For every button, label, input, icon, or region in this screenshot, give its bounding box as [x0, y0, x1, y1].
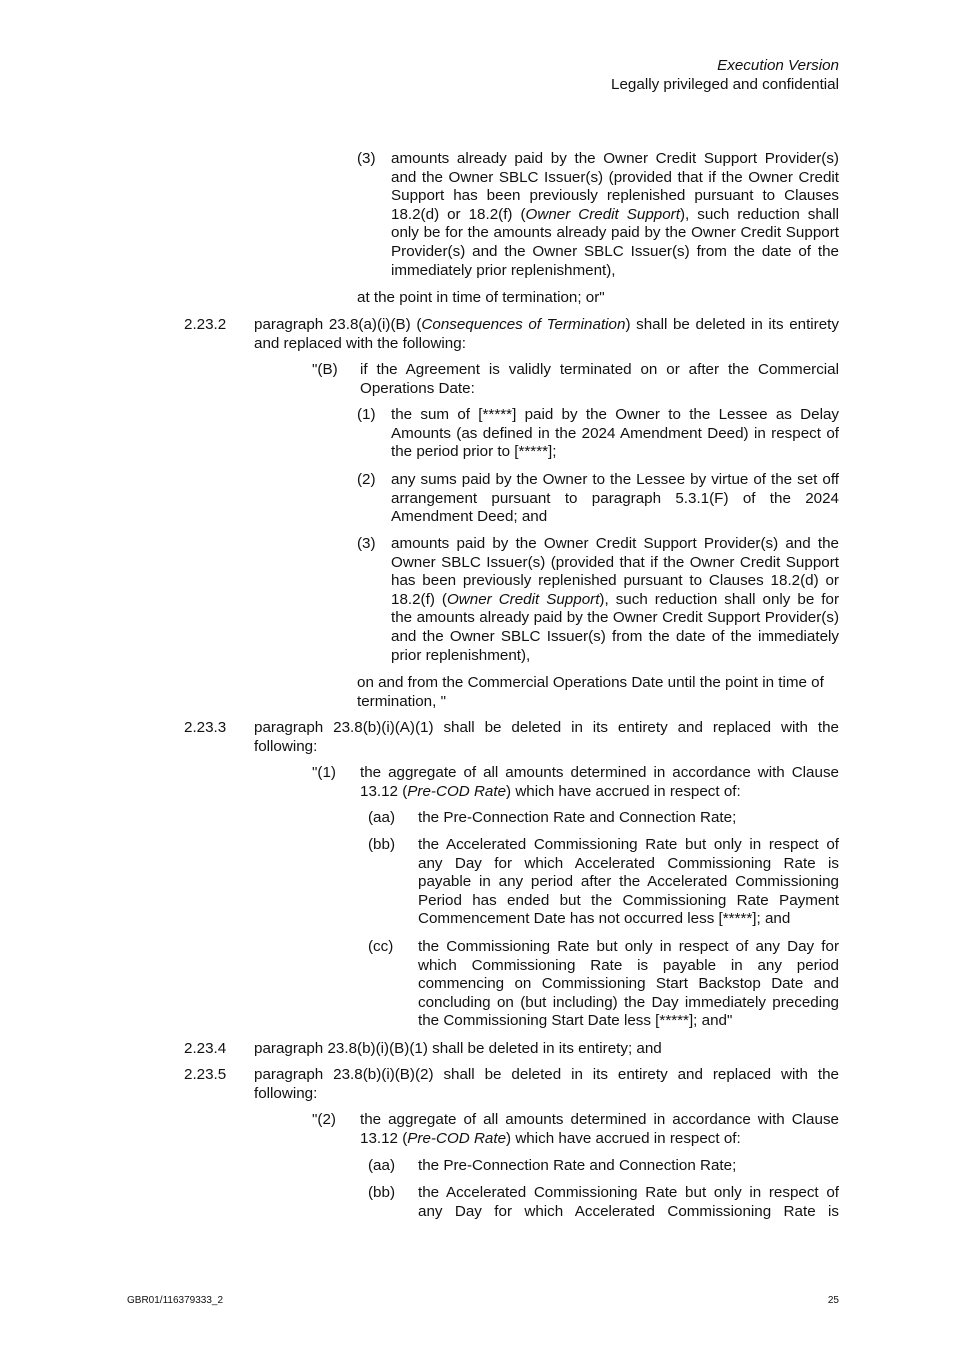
clause-number: (3): [357, 150, 376, 167]
defined-term-italic: Pre-COD Rate: [407, 782, 507, 800]
sub-clause-1-delay-amounts: [357, 406, 839, 462]
sub-clause-3-owner-credit: [357, 150, 839, 280]
text-run: amounts paid by the Owner Credit Support Provider(s) and the Owner SBLC Issuer(s) (provided that if the Owner Credit Support has been previously replenished pursuant to Clauses 18.2(d) or 18.2(f) (: [391, 535, 839, 608]
text-run: the Commissioning Rate but only in respect of any Day for which Commissioning Rate is payable in any period commencing on Commissioning Start Backstop Date and concluding on (but including) the Day immediately preceding the Commissioning Start Date less [*****]; and": [418, 938, 839, 1030]
clause-text: [357, 674, 839, 711]
clause-text: [360, 764, 839, 801]
clause-number: (bb): [368, 836, 396, 853]
clause-number: "(2): [312, 1111, 336, 1128]
clause-text: [391, 150, 839, 280]
text-run: paragraph 23.8(a)(i)(B) (: [254, 316, 422, 333]
clause-2-23-5: [184, 1066, 839, 1103]
clause-text: [418, 809, 839, 828]
clause-number: "(B): [312, 361, 338, 378]
clause-number: 2.23.2: [184, 316, 227, 333]
sub-clause-3-amounts-paid: [357, 535, 839, 665]
item-aa-pre-connection: [368, 809, 839, 828]
text-run: the Pre-Connection Rate and Connection Rate;: [418, 1157, 737, 1174]
text-run: ) which have accrued in respect of:: [506, 1129, 741, 1147]
clause-number: 2.23.4: [184, 1040, 227, 1057]
text-run: paragraph 23.8(b)(i)(B)(2) shall be deleted in its entirety and replaced with the following:: [254, 1066, 839, 1102]
clause-text: [360, 1111, 839, 1148]
clause-text: [254, 1040, 839, 1059]
clause-text: [418, 836, 839, 929]
closing-text-commercial-operations: [357, 674, 839, 711]
quoted-paragraph-2: [312, 1111, 839, 1148]
closing-text-termination: [357, 289, 839, 308]
item-bb-accelerated-commissioning: [368, 836, 839, 929]
clause-number: (1): [357, 406, 376, 423]
text-run: ) shall be deleted in its entirety and replaced with the following:: [254, 316, 839, 352]
defined-term-italic: Owner Credit Support: [446, 590, 600, 608]
clause-number: "(1): [312, 764, 336, 781]
clause-text: [254, 1066, 839, 1103]
clause-number: (aa): [368, 809, 396, 826]
clause-2-23-4: [184, 1040, 839, 1059]
text-run: the sum of [*****] paid by the Owner to the Lessee as Delay Amounts (as defined in the 2024 Amendment Deed) in respect of the period prior to [*****];: [391, 406, 839, 461]
quoted-paragraph-1: [312, 764, 839, 801]
defined-term-italic: Consequences of Termination: [421, 316, 626, 333]
text-run: ) which have accrued in respect of:: [506, 782, 741, 800]
text-run: the Accelerated Commissioning Rate but only in respect of any Day for which Accelerated Commissioning Rate is: [418, 1184, 839, 1220]
clause-number: (3): [357, 535, 376, 552]
clause-text: [418, 1157, 839, 1176]
text-run: on and from the Commercial Operations Date until the point in time of termination, ": [357, 674, 824, 710]
text-run: amounts already paid by the Owner Credit Support Provider(s) and the Owner SBLC Issuer(s) (provided that if the Owner Credit Support has been previously replenished pursuant to Clauses 18.2(d) or 18.2(f) (: [391, 150, 839, 223]
clause-text: [360, 361, 839, 398]
footer-page-number: 25: [827, 1295, 839, 1306]
clause-text: [254, 719, 839, 756]
text-run: ), such reduction shall only be for the amounts already paid by the Owner Credit Support Provider(s) and the Owner SBLC Issuer(s) from the date of the immediately prior replenishment),: [391, 590, 839, 664]
clause-text: [418, 938, 839, 1031]
defined-term-italic: Owner Credit Support: [525, 205, 680, 223]
text-run: ), such reduction shall only be for the amounts already paid by the Owner Credit Support Provider(s) and the Owner SBLC Issuer(s) from the date of the immediately prior replenishment),: [391, 205, 839, 279]
clause-text: [391, 535, 839, 665]
clause-text: [418, 1184, 839, 1221]
clause-number: 2.23.5: [184, 1066, 227, 1083]
clause-2-23-3: [184, 719, 839, 756]
header-version: Execution Version: [717, 57, 839, 74]
sub-clause-2-set-off: [357, 471, 839, 527]
text-run: if the Agreement is validly terminated on or after the Commercial Operations Date:: [360, 361, 839, 397]
clause-text: [391, 406, 839, 462]
text-run: paragraph 23.8(b)(i)(B)(1) shall be deleted in its entirety; and: [254, 1040, 662, 1057]
quoted-paragraph-b: [312, 361, 839, 398]
text-run: at the point in time of termination; or": [357, 289, 605, 306]
clause-text: [357, 289, 839, 308]
text-run: the aggregate of all amounts determined in accordance with Clause 13.12 (: [360, 764, 839, 800]
header-confidentiality: Legally privileged and confidential: [611, 76, 839, 93]
text-run: any sums paid by the Owner to the Lessee by virtue of the set off arrangement pursuant to paragraph 5.3.1(F) of the 2024 Amendment Deed; and: [391, 471, 839, 526]
item-bb-accelerated-commissioning-2: [368, 1184, 839, 1221]
text-run: paragraph 23.8(b)(i)(A)(1) shall be deleted in its entirety and replaced with the following:: [254, 719, 839, 755]
text-run: the aggregate of all amounts determined in accordance with Clause 13.12 (: [360, 1111, 839, 1147]
text-run: the Accelerated Commissioning Rate but only in respect of any Day for which Accelerated Commissioning Rate is payable in any period after the Accelerated Commissioning Period has ended but the Commissioning Rate Payment Commencement Date has not occurred less [*****]; and: [418, 836, 839, 928]
clause-number: (2): [357, 471, 376, 488]
text-run: the Pre-Connection Rate and Connection Rate;: [418, 809, 737, 826]
clause-number: (cc): [368, 938, 394, 955]
clause-2-23-2: [184, 316, 839, 353]
item-aa-pre-connection-2: [368, 1157, 839, 1176]
footer-document-reference: GBR01/116379333_2: [127, 1295, 224, 1306]
clause-text: [254, 316, 839, 353]
clause-number: (bb): [368, 1184, 396, 1201]
item-cc-commissioning-rate: [368, 938, 839, 1031]
clause-number: (aa): [368, 1157, 396, 1174]
clause-number: 2.23.3: [184, 719, 227, 736]
clause-text: [391, 471, 839, 527]
defined-term-italic: Pre-COD Rate: [407, 1129, 507, 1147]
